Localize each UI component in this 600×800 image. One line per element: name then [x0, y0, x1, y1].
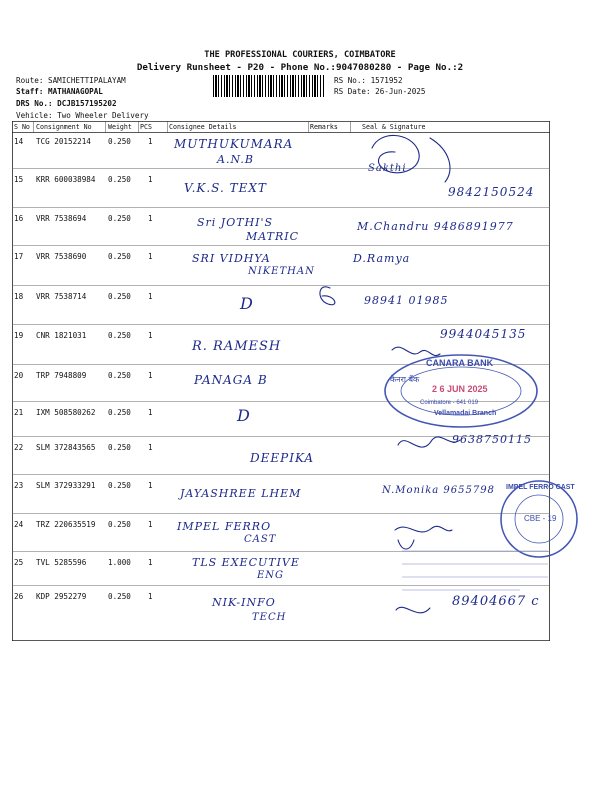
consignee-handwriting-line2: ENG	[257, 570, 285, 581]
consignee-handwriting: NIK-INFO	[212, 596, 276, 609]
consignee-handwriting: D	[237, 406, 251, 425]
consignee-handwriting: TLS EXECUTIVE	[192, 556, 300, 569]
signature-text: D.Ramya	[353, 252, 411, 265]
consignee-handwriting: MUTHUKUMARA	[174, 137, 294, 151]
row-sno: 20	[14, 371, 24, 380]
col-remarks: Remarks	[310, 123, 338, 131]
row-pcs: 1	[148, 252, 153, 261]
row-sno: 26	[14, 592, 24, 601]
row-consignment: KDP 2952279	[36, 592, 87, 601]
col-sno: S No	[14, 123, 30, 131]
signature-text: 98941 01985	[364, 294, 449, 307]
col-seal-signature: Seal & Signature	[362, 123, 426, 131]
row-pcs: 1	[148, 371, 153, 380]
bank-stamp-branch: Vellamadai Branch	[434, 410, 497, 417]
row-sno: 25	[14, 558, 24, 567]
row-pcs: 1	[148, 175, 153, 184]
consignee-handwriting: JAYASHREE LHEM	[180, 487, 302, 500]
signature-text: M.Chandru 9486891977	[357, 220, 514, 233]
bank-name: CANARA BANK	[426, 358, 494, 368]
consignee-handwriting: DEEPIKA	[250, 451, 315, 465]
consignee-handwriting: PANAGA B	[194, 373, 268, 387]
row-consignment: TVL 5285596	[36, 558, 87, 567]
company-stamp	[498, 478, 580, 560]
row-consignment: IXM 508580262	[36, 408, 96, 417]
row-consignment: KRR 600038984	[36, 175, 96, 184]
row-consignment: VRR 7538714	[36, 292, 87, 301]
consignee-handwriting-line2: MATRIC	[246, 230, 299, 243]
consignee-handwriting-line2: TECH	[252, 612, 287, 623]
rs-number: RS No.: 1571952	[334, 76, 403, 85]
row-consignment: TCG 20152214	[36, 137, 91, 146]
company-stamp-name: IMPEL FERRO CAST	[506, 484, 575, 491]
bank-stamp-date: 2 6 JUN 2025	[432, 384, 488, 394]
col-pcs: PCS	[140, 123, 152, 131]
row-consignment: SLM 372933291	[36, 481, 96, 490]
col-consignment: Consignment No	[36, 123, 92, 131]
row-pcs: 1	[148, 592, 153, 601]
row-weight: 0.250	[108, 520, 131, 529]
runsheet-subtitle: Delivery Runsheet - P20 - Phone No.:9047080280 - Page No.:2	[136, 62, 464, 73]
signature-text: 9638750115	[452, 433, 532, 446]
row-weight: 0.250	[108, 175, 131, 184]
row-weight: 0.250	[108, 292, 131, 301]
row-consignment: SLM 372843565	[36, 443, 96, 452]
bank-stamp	[382, 352, 540, 430]
staff-label: Staff: MATHANAGOPAL	[16, 87, 103, 96]
drs-label: DRS No.: DCJB157195202	[16, 99, 117, 108]
row-sno: 21	[14, 408, 24, 417]
row-sno: 14	[14, 137, 24, 146]
col-consignee: Consignee Details	[169, 123, 237, 131]
row-pcs: 1	[148, 292, 153, 301]
signature-text: 89404667 c	[452, 594, 540, 609]
row-weight: 0.250	[108, 214, 131, 223]
row-pcs: 1	[148, 520, 153, 529]
signature-text: Sakthi	[368, 163, 407, 174]
consignee-handwriting-line2: A.N.B	[217, 153, 254, 166]
signature-text: 9944045135	[440, 327, 527, 341]
signature-text: 9842150524	[448, 185, 535, 199]
row-sno: 22	[14, 443, 24, 452]
col-weight: Weight	[108, 123, 132, 131]
row-pcs: 1	[148, 331, 153, 340]
row-pcs: 1	[148, 137, 153, 146]
company-title: THE PROFESSIONAL COURIERS, COIMBATORE	[204, 50, 396, 60]
row-consignment: TRP 7948809	[36, 371, 87, 380]
consignee-handwriting: R. RAMESH	[192, 339, 282, 354]
bank-name-native: केनरा बैंक	[390, 375, 420, 384]
consignee-handwriting-line2: NIKETHAN	[248, 266, 315, 277]
row-sno: 16	[14, 214, 24, 223]
row-weight: 0.250	[108, 408, 131, 417]
signature-text: N.Monika 9655798	[382, 485, 495, 496]
row-pcs: 1	[148, 408, 153, 417]
row-sno: 17	[14, 252, 24, 261]
row-pcs: 1	[148, 481, 153, 490]
row-consignment: TRZ 220635519	[36, 520, 96, 529]
consignee-handwriting: V.K.S. TEXT	[184, 181, 267, 195]
bank-stamp-city: Coimbatore - 641 019	[420, 400, 479, 406]
row-weight: 0.250	[108, 137, 131, 146]
row-sno: 23	[14, 481, 24, 490]
row-sno: 19	[14, 331, 24, 340]
row-pcs: 1	[148, 558, 153, 567]
row-weight: 0.250	[108, 252, 131, 261]
row-weight: 0.250	[108, 371, 131, 380]
row-weight: 1.000	[108, 558, 131, 567]
row-weight: 0.250	[108, 592, 131, 601]
vehicle-label: Vehicle: Two Wheeler Delivery	[16, 111, 149, 120]
company-stamp-code: CBE - 19	[524, 514, 557, 523]
consignee-handwriting: IMPEL FERRO	[177, 520, 272, 533]
row-weight: 0.250	[108, 481, 131, 490]
barcode	[213, 75, 325, 97]
row-consignment: CNR 1821031	[36, 331, 87, 340]
row-consignment: VRR 7538694	[36, 214, 87, 223]
row-pcs: 1	[148, 214, 153, 223]
consignee-handwriting: D	[240, 294, 254, 313]
rs-date: RS Date: 26-Jun-2025	[334, 87, 426, 96]
row-sno: 18	[14, 292, 24, 301]
row-pcs: 1	[148, 443, 153, 452]
row-sno: 24	[14, 520, 24, 529]
row-consignment: VRR 7538690	[36, 252, 87, 261]
route-label: Route: SAMICHETTIPALAYAM	[16, 76, 126, 85]
row-weight: 0.250	[108, 443, 131, 452]
row-weight: 0.250	[108, 331, 131, 340]
consignee-handwriting: SRI VIDHYA	[192, 252, 271, 265]
consignee-handwriting-line2: CAST	[244, 534, 277, 545]
row-sno: 15	[14, 175, 24, 184]
consignee-handwriting: Sri JOTHI'S	[197, 216, 274, 229]
